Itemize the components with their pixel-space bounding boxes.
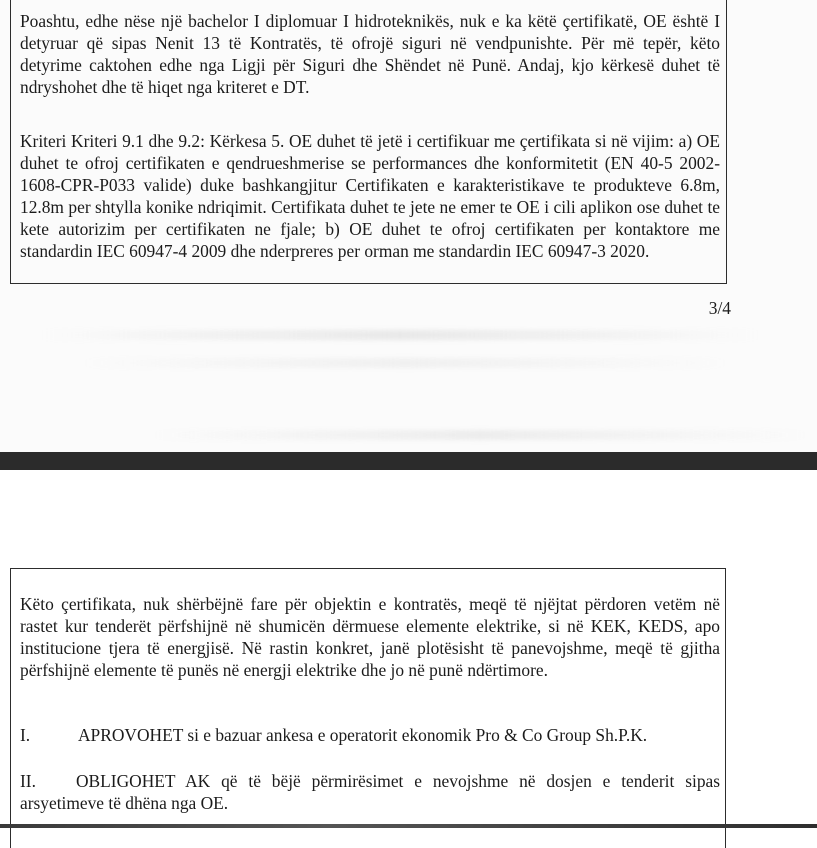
scan-artifact xyxy=(150,430,810,440)
scan-artifact xyxy=(80,358,730,368)
decision-item-text: OBLIGOHET AK që të bëjë përmirësimet e nevojshme në dosjen e tenderit sipas arsyetimeve të dhëna nga OE. xyxy=(20,771,720,813)
scan-artifact xyxy=(40,330,760,340)
paragraph-hydrotechnics-certificate: Poashtu, edhe nëse një bachelor I diplomuar I hidroteknikës, nuk e ka këtë çertifikatë, OE është I detyruar që sipas Nenit 13 të Kontratës, të ofrojë siguri në vendpunishte. Për më tepër, këto detyrime caktohen edhe nga Ligji për Siguri dhe Shëndet në Punë. Andaj, kjo kërkesë duhet të ndryshohet dhe të hiqet nga kriteret e DT. xyxy=(20,11,720,97)
paragraph-certificates-not-needed: Këto çertifikata, nuk shërbëjnë fare për objektin e kontratës, meqë të njëjtat përdoren vetëm në rastet kur tenderët përfshijnë në shumicën dërmuese elemente elektrike, si në KEK, KEDS, apo institucione tjera të energjisë. Në rastin konkret, janë plotësisht të panevojshme, meqë të gjitha përfshijnë elemente të punës në energji elektrike dhe jo në punë ndërtimore. xyxy=(20,594,720,680)
scan-bottom-edge xyxy=(0,824,817,828)
decision-item-number: I. xyxy=(20,725,31,745)
decision-item-oblige xyxy=(20,770,720,814)
decision-item-number: II. xyxy=(20,771,36,791)
decision-item-approve xyxy=(20,724,720,746)
decision-item-text: APROVOHET si e bazuar ankesa e operatorit ekonomik Pro & Co Group Sh.P.K. xyxy=(78,725,648,745)
scanned-page-bottom xyxy=(0,470,817,828)
paragraph-criteria-9-1-9-2: Kriteri Kriteri 9.1 dhe 9.2: Kërkesa 5. OE duhet të jetë i certifikuar me çertifikata si në vijim: a) OE duhet te ofroj certifikaten e qendrueshmerise se performances dhe konformitetit (EN 40-5 2002-1608-CPR-P033 valide) duke bashkangjitur Certifikaten e karakteristikave te produkteve 6.8m, 12.8m per shtylla konike ndriqimit. Certifikata duhet te jete ne emer te OE i cili aplikon ose duhet te kete autorizim per certifikaten ne fjale; b) OE duhet te ofroj certifikaten per kontaktore me standardin IEC 60947-4 2009 dhe nderpreres per orman me standardin IEC 60947-3 2020. xyxy=(20,131,720,261)
page-number: 3/4 xyxy=(708,298,731,318)
page-separator xyxy=(0,452,817,470)
